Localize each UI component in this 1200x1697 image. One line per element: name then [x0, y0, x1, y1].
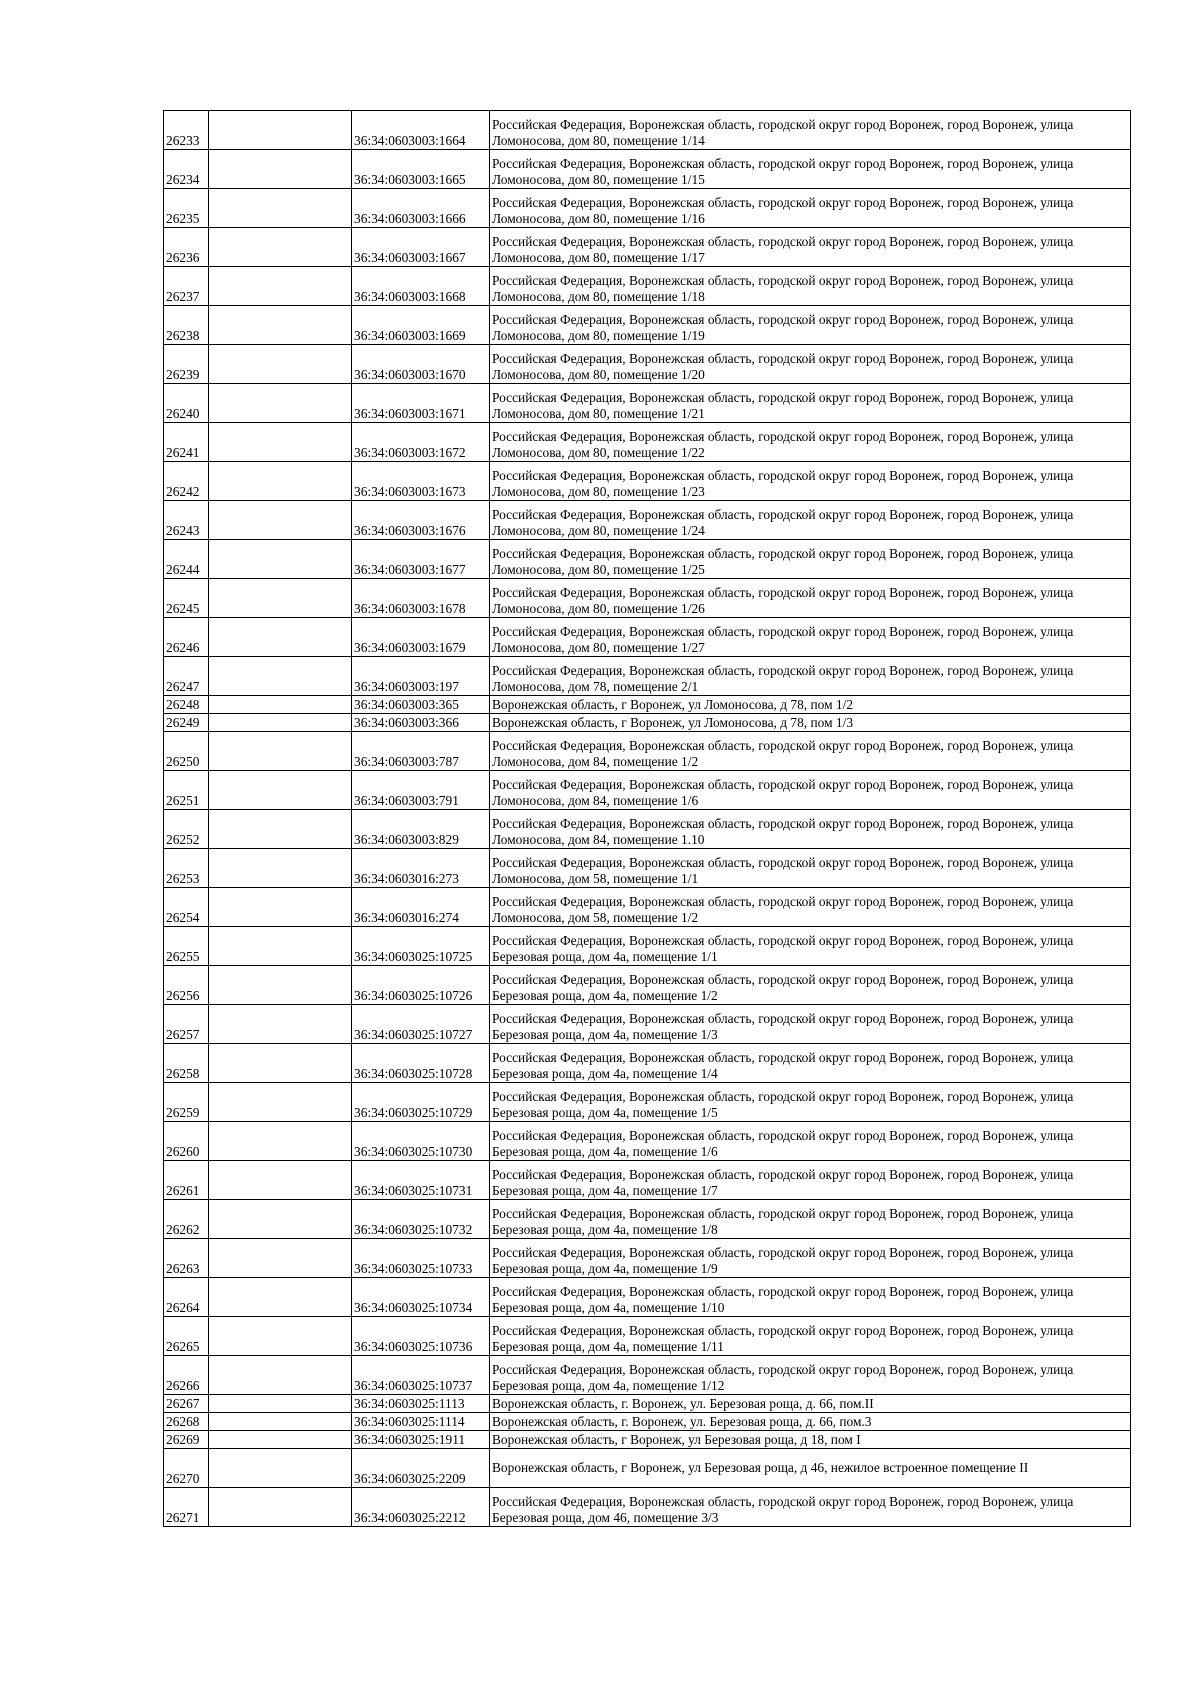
address-cell: Российская Федерация, Воронежская область, городской округ город Воронеж, город Воронеж, улица Ломоносова, дом 84, помещение 1/6 — [490, 771, 1131, 810]
row-number-cell: 26245 — [164, 579, 209, 618]
cadastral-number-cell: 36:34:0603003:1671 — [352, 384, 490, 423]
cadastral-number-cell: 36:34:0603003:1666 — [352, 189, 490, 228]
table-row — [164, 111, 1131, 150]
table-row — [164, 423, 1131, 462]
registry-table — [163, 110, 1131, 1527]
cadastral-number-cell: 36:34:0603025:10736 — [352, 1317, 490, 1356]
row-number-cell: 26250 — [164, 732, 209, 771]
empty-cell — [209, 1356, 352, 1395]
address-cell: Российская Федерация, Воронежская область, городской округ город Воронеж, город Воронеж, улица Березовая роща, дом 4а, помещение 1/4 — [490, 1044, 1131, 1083]
table-row — [164, 150, 1131, 189]
address-cell: Российская Федерация, Воронежская область, городской округ город Воронеж, город Воронеж, улица Ломоносова, дом 80, помещение 1/25 — [490, 540, 1131, 579]
empty-cell — [209, 462, 352, 501]
row-number-cell: 26270 — [164, 1449, 209, 1488]
cadastral-number-cell: 36:34:0603003:791 — [352, 771, 490, 810]
empty-cell — [209, 771, 352, 810]
cadastral-number-cell: 36:34:0603003:365 — [352, 696, 490, 714]
cadastral-number-cell: 36:34:0603025:1114 — [352, 1413, 490, 1431]
row-number-cell: 26244 — [164, 540, 209, 579]
empty-cell — [209, 1317, 352, 1356]
table-row — [164, 888, 1131, 927]
cadastral-number-cell: 36:34:0603003:1677 — [352, 540, 490, 579]
table-row — [164, 1356, 1131, 1395]
table-row — [164, 1449, 1131, 1488]
row-number-cell: 26241 — [164, 423, 209, 462]
empty-cell — [209, 732, 352, 771]
table-row — [164, 714, 1131, 732]
empty-cell — [209, 579, 352, 618]
table-row — [164, 228, 1131, 267]
address-cell: Воронежская область, г Воронеж, ул Березовая роща, д 46, нежилое встроенное помещение II — [490, 1449, 1131, 1488]
empty-cell — [209, 888, 352, 927]
empty-cell — [209, 1083, 352, 1122]
table-row — [164, 1395, 1131, 1413]
row-number-cell: 26247 — [164, 657, 209, 696]
empty-cell — [209, 1239, 352, 1278]
cadastral-number-cell: 36:34:0603003:1678 — [352, 579, 490, 618]
row-number-cell: 26254 — [164, 888, 209, 927]
row-number-cell: 26236 — [164, 228, 209, 267]
address-cell: Российская Федерация, Воронежская область, городской округ город Воронеж, город Воронеж, улица Ломоносова, дом 80, помещение 1/20 — [490, 345, 1131, 384]
row-number-cell: 26235 — [164, 189, 209, 228]
row-number-cell: 26256 — [164, 966, 209, 1005]
cadastral-number-cell: 36:34:0603003:1669 — [352, 306, 490, 345]
address-cell: Воронежская область, г. Воронеж, ул. Березовая роща, д. 66, пом.3 — [490, 1413, 1131, 1431]
address-cell: Воронежская область, г. Воронеж, ул. Березовая роща, д. 66, пом.II — [490, 1395, 1131, 1413]
address-cell: Российская Федерация, Воронежская область, городской округ город Воронеж, город Воронеж, улица Ломоносова, дом 80, помещение 1/19 — [490, 306, 1131, 345]
address-cell: Российская Федерация, Воронежская область, городской округ город Воронеж, город Воронеж, улица Березовая роща, дом 4а, помещение 1/12 — [490, 1356, 1131, 1395]
row-number-cell: 26259 — [164, 1083, 209, 1122]
cadastral-number-cell: 36:34:0603003:1665 — [352, 150, 490, 189]
empty-cell — [209, 1413, 352, 1431]
empty-cell — [209, 540, 352, 579]
cadastral-number-cell: 36:34:0603003:787 — [352, 732, 490, 771]
cadastral-number-cell: 36:34:0603025:10737 — [352, 1356, 490, 1395]
empty-cell — [209, 306, 352, 345]
empty-cell — [209, 1278, 352, 1317]
table-row — [164, 1083, 1131, 1122]
cadastral-number-cell: 36:34:0603003:1672 — [352, 423, 490, 462]
table-row — [164, 810, 1131, 849]
address-cell: Российская Федерация, Воронежская область, городской округ город Воронеж, город Воронеж, улица Ломоносова, дом 80, помещение 1/23 — [490, 462, 1131, 501]
row-number-cell: 26266 — [164, 1356, 209, 1395]
cadastral-number-cell: 36:34:0603025:10734 — [352, 1278, 490, 1317]
table-row — [164, 849, 1131, 888]
empty-cell — [209, 1395, 352, 1413]
cadastral-number-cell: 36:34:0603025:10725 — [352, 927, 490, 966]
row-number-cell: 26239 — [164, 345, 209, 384]
empty-cell — [209, 810, 352, 849]
row-number-cell: 26240 — [164, 384, 209, 423]
address-cell: Российская Федерация, Воронежская область, городской округ город Воронеж, город Воронеж, улица Березовая роща, дом 4а, помещение 1/2 — [490, 966, 1131, 1005]
cadastral-number-cell: 36:34:0603025:2209 — [352, 1449, 490, 1488]
table-row — [164, 732, 1131, 771]
address-cell: Российская Федерация, Воронежская область, городской округ город Воронеж, город Воронеж, улица Ломоносова, дом 58, помещение 1/1 — [490, 849, 1131, 888]
address-cell: Российская Федерация, Воронежская область, городской округ город Воронеж, город Воронеж, улица Ломоносова, дом 84, помещение 1.10 — [490, 810, 1131, 849]
empty-cell — [209, 384, 352, 423]
table-row — [164, 540, 1131, 579]
empty-cell — [209, 1122, 352, 1161]
address-cell: Российская Федерация, Воронежская область, городской округ город Воронеж, город Воронеж, улица Ломоносова, дом 58, помещение 1/2 — [490, 888, 1131, 927]
address-cell: Российская Федерация, Воронежская область, городской округ город Воронеж, город Воронеж, улица Березовая роща, дом 4а, помещение 1/6 — [490, 1122, 1131, 1161]
empty-cell — [209, 618, 352, 657]
address-cell: Российская Федерация, Воронежская область, городской округ город Воронеж, город Воронеж, улица Ломоносова, дом 80, помещение 1/22 — [490, 423, 1131, 462]
table-row — [164, 384, 1131, 423]
cadastral-number-cell: 36:34:0603003:829 — [352, 810, 490, 849]
empty-cell — [209, 150, 352, 189]
address-cell: Российская Федерация, Воронежская область, городской округ город Воронеж, город Воронеж, улица Ломоносова, дом 80, помещение 1/17 — [490, 228, 1131, 267]
row-number-cell: 26253 — [164, 849, 209, 888]
address-cell: Воронежская область, г Воронеж, ул Ломоносова, д 78, пом 1/3 — [490, 714, 1131, 732]
row-number-cell: 26248 — [164, 696, 209, 714]
address-cell: Российская Федерация, Воронежская область, городской округ город Воронеж, город Воронеж, улица Ломоносова, дом 80, помещение 1/21 — [490, 384, 1131, 423]
table-row — [164, 1239, 1131, 1278]
address-cell: Российская Федерация, Воронежская область, городской округ город Воронеж, город Воронеж, улица Березовая роща, дом 4а, помещение 1/5 — [490, 1083, 1131, 1122]
cadastral-number-cell: 36:34:0603025:10730 — [352, 1122, 490, 1161]
row-number-cell: 26265 — [164, 1317, 209, 1356]
address-cell: Воронежская область, г Воронеж, ул Ломоносова, д 78, пом 1/2 — [490, 696, 1131, 714]
table-row — [164, 771, 1131, 810]
empty-cell — [209, 1161, 352, 1200]
table-row — [164, 579, 1131, 618]
table-row — [164, 1122, 1131, 1161]
address-cell: Российская Федерация, Воронежская область, городской округ город Воронеж, город Воронеж, улица Березовая роща, дом 46, помещение 3/3 — [490, 1488, 1131, 1527]
address-cell: Российская Федерация, Воронежская область, городской округ город Воронеж, город Воронеж, улица Ломоносова, дом 80, помещение 1/27 — [490, 618, 1131, 657]
address-cell: Российская Федерация, Воронежская область, городской округ город Воронеж, город Воронеж, улица Березовая роща, дом 4а, помещение 1/8 — [490, 1200, 1131, 1239]
address-cell: Российская Федерация, Воронежская область, городской округ город Воронеж, город Воронеж, улица Березовая роща, дом 4а, помещение 1/10 — [490, 1278, 1131, 1317]
address-cell: Российская Федерация, Воронежская область, городской округ город Воронеж, город Воронеж, улица Березовая роща, дом 4а, помещение 1/9 — [490, 1239, 1131, 1278]
table-row — [164, 306, 1131, 345]
row-number-cell: 26234 — [164, 150, 209, 189]
empty-cell — [209, 1488, 352, 1527]
empty-cell — [209, 696, 352, 714]
cadastral-number-cell: 36:34:0603003:1679 — [352, 618, 490, 657]
cadastral-number-cell: 36:34:0603025:2212 — [352, 1488, 490, 1527]
address-cell: Российская Федерация, Воронежская область, городской округ город Воронеж, город Воронеж, улица Ломоносова, дом 80, помещение 1/16 — [490, 189, 1131, 228]
cadastral-number-cell: 36:34:0603003:1670 — [352, 345, 490, 384]
row-number-cell: 26264 — [164, 1278, 209, 1317]
empty-cell — [209, 927, 352, 966]
address-cell: Российская Федерация, Воронежская область, городской округ город Воронеж, город Воронеж, улица Ломоносова, дом 78, помещение 2/1 — [490, 657, 1131, 696]
table-row — [164, 618, 1131, 657]
row-number-cell: 26242 — [164, 462, 209, 501]
table-row — [164, 267, 1131, 306]
address-cell: Российская Федерация, Воронежская область, городской округ город Воронеж, город Воронеж, улица Березовая роща, дом 4а, помещение 1/11 — [490, 1317, 1131, 1356]
address-cell: Российская Федерация, Воронежская область, городской округ город Воронеж, город Воронеж, улица Березовая роща, дом 4а, помещение 1/1 — [490, 927, 1131, 966]
empty-cell — [209, 189, 352, 228]
address-cell: Российская Федерация, Воронежская область, городской округ город Воронеж, город Воронеж, улица Ломоносова, дом 80, помещение 1/18 — [490, 267, 1131, 306]
table-row — [164, 657, 1131, 696]
cadastral-number-cell: 36:34:0603025:1911 — [352, 1431, 490, 1449]
row-number-cell: 26252 — [164, 810, 209, 849]
empty-cell — [209, 849, 352, 888]
table-row — [164, 1044, 1131, 1083]
table-row — [164, 1278, 1131, 1317]
row-number-cell: 26257 — [164, 1005, 209, 1044]
empty-cell — [209, 111, 352, 150]
cadastral-number-cell: 36:34:0603003:197 — [352, 657, 490, 696]
cadastral-number-cell: 36:34:0603016:273 — [352, 849, 490, 888]
row-number-cell: 26237 — [164, 267, 209, 306]
table-row — [164, 927, 1131, 966]
table-row — [164, 1161, 1131, 1200]
empty-cell — [209, 1449, 352, 1488]
empty-cell — [209, 966, 352, 1005]
address-cell: Российская Федерация, Воронежская область, городской округ город Воронеж, город Воронеж, улица Ломоносова, дом 80, помещение 1/15 — [490, 150, 1131, 189]
empty-cell — [209, 714, 352, 732]
address-cell: Российская Федерация, Воронежская область, городской округ город Воронеж, город Воронеж, улица Березовая роща, дом 4а, помещение 1/7 — [490, 1161, 1131, 1200]
row-number-cell: 26268 — [164, 1413, 209, 1431]
empty-cell — [209, 423, 352, 462]
address-cell: Российская Федерация, Воронежская область, городской округ город Воронеж, город Воронеж, улица Ломоносова, дом 80, помещение 1/24 — [490, 501, 1131, 540]
row-number-cell: 26255 — [164, 927, 209, 966]
registry-body — [164, 111, 1131, 1527]
row-number-cell: 26261 — [164, 1161, 209, 1200]
table-row — [164, 966, 1131, 1005]
empty-cell — [209, 657, 352, 696]
empty-cell — [209, 1431, 352, 1449]
cadastral-number-cell: 36:34:0603025:10732 — [352, 1200, 490, 1239]
table-row — [164, 1005, 1131, 1044]
table-row — [164, 1413, 1131, 1431]
address-cell: Российская Федерация, Воронежская область, городской округ город Воронеж, город Воронеж, улица Ломоносова, дом 80, помещение 1/14 — [490, 111, 1131, 150]
table-row — [164, 345, 1131, 384]
cadastral-number-cell: 36:34:0603003:1667 — [352, 228, 490, 267]
row-number-cell: 26243 — [164, 501, 209, 540]
empty-cell — [209, 1044, 352, 1083]
address-cell: Российская Федерация, Воронежская область, городской округ город Воронеж, город Воронеж, улица Ломоносова, дом 84, помещение 1/2 — [490, 732, 1131, 771]
table-row — [164, 1431, 1131, 1449]
cadastral-number-cell: 36:34:0603025:10726 — [352, 966, 490, 1005]
address-cell: Воронежская область, г Воронеж, ул Березовая роща, д 18, пом I — [490, 1431, 1131, 1449]
row-number-cell: 26238 — [164, 306, 209, 345]
cadastral-number-cell: 36:34:0603016:274 — [352, 888, 490, 927]
cadastral-number-cell: 36:34:0603003:1664 — [352, 111, 490, 150]
empty-cell — [209, 1005, 352, 1044]
cadastral-number-cell: 36:34:0603025:10727 — [352, 1005, 490, 1044]
table-row — [164, 1200, 1131, 1239]
cadastral-number-cell: 36:34:0603025:10729 — [352, 1083, 490, 1122]
cadastral-number-cell: 36:34:0603025:1113 — [352, 1395, 490, 1413]
empty-cell — [209, 1200, 352, 1239]
row-number-cell: 26271 — [164, 1488, 209, 1527]
row-number-cell: 26269 — [164, 1431, 209, 1449]
table-row — [164, 501, 1131, 540]
empty-cell — [209, 267, 352, 306]
cadastral-number-cell: 36:34:0603003:1668 — [352, 267, 490, 306]
cadastral-number-cell: 36:34:0603003:1673 — [352, 462, 490, 501]
cadastral-number-cell: 36:34:0603025:10733 — [352, 1239, 490, 1278]
row-number-cell: 26258 — [164, 1044, 209, 1083]
table-row — [164, 696, 1131, 714]
row-number-cell: 26246 — [164, 618, 209, 657]
cadastral-number-cell: 36:34:0603003:1676 — [352, 501, 490, 540]
cadastral-number-cell: 36:34:0603003:366 — [352, 714, 490, 732]
row-number-cell: 26233 — [164, 111, 209, 150]
empty-cell — [209, 345, 352, 384]
address-cell: Российская Федерация, Воронежская область, городской округ город Воронеж, город Воронеж, улица Березовая роща, дом 4а, помещение 1/3 — [490, 1005, 1131, 1044]
empty-cell — [209, 501, 352, 540]
table-row — [164, 1488, 1131, 1527]
row-number-cell: 26260 — [164, 1122, 209, 1161]
table-row — [164, 189, 1131, 228]
cadastral-number-cell: 36:34:0603025:10728 — [352, 1044, 490, 1083]
row-number-cell: 26251 — [164, 771, 209, 810]
row-number-cell: 26263 — [164, 1239, 209, 1278]
empty-cell — [209, 228, 352, 267]
cadastral-number-cell: 36:34:0603025:10731 — [352, 1161, 490, 1200]
row-number-cell: 26267 — [164, 1395, 209, 1413]
row-number-cell: 26262 — [164, 1200, 209, 1239]
table-row — [164, 462, 1131, 501]
row-number-cell: 26249 — [164, 714, 209, 732]
table-row — [164, 1317, 1131, 1356]
address-cell: Российская Федерация, Воронежская область, городской округ город Воронеж, город Воронеж, улица Ломоносова, дом 80, помещение 1/26 — [490, 579, 1131, 618]
